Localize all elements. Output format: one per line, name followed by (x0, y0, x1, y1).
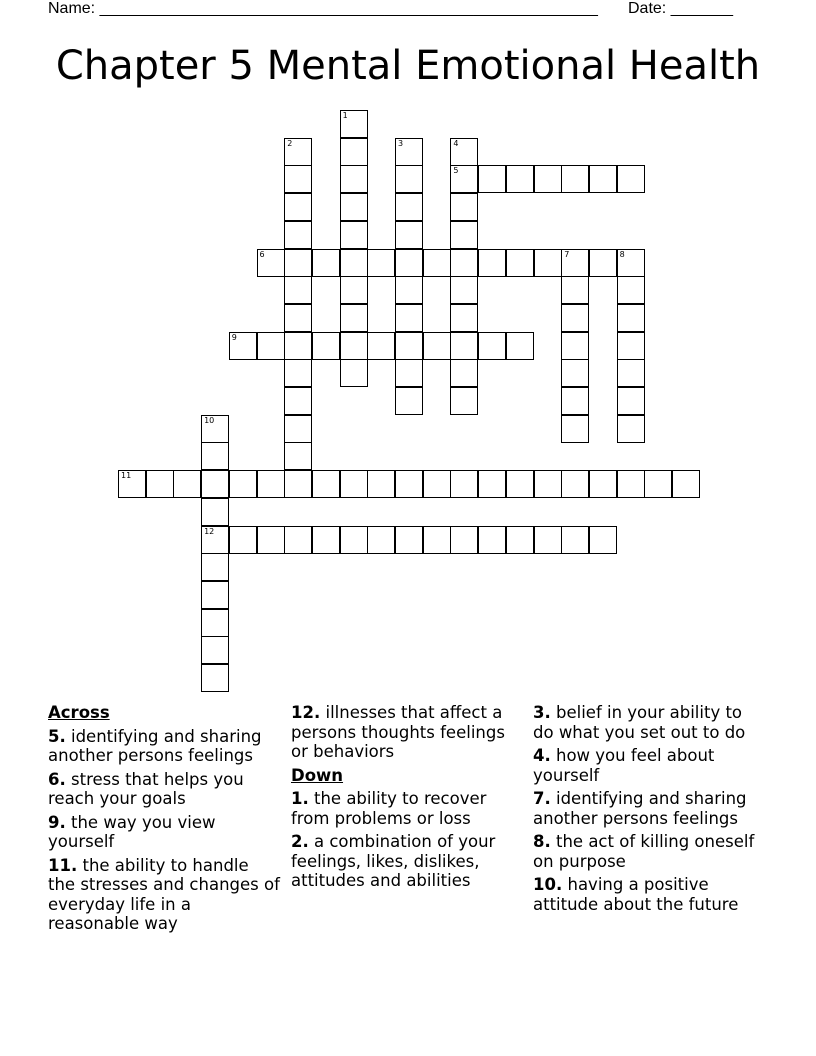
crossword-cell[interactable] (312, 249, 340, 277)
crossword-cell[interactable] (340, 332, 368, 360)
cell-number: 9 (231, 332, 237, 342)
crossword-cell[interactable] (589, 470, 617, 498)
clue-down-3: 3. belief in your ability to do what you set out to do (533, 703, 746, 742)
name-label: Name: (48, 0, 96, 17)
crossword-cell[interactable] (617, 359, 645, 387)
cell-number: 2 (287, 138, 293, 148)
crossword-cell[interactable] (173, 470, 201, 498)
crossword-cell[interactable] (506, 165, 534, 193)
crossword-cell[interactable] (395, 221, 423, 249)
crossword-cell[interactable] (423, 332, 451, 360)
crossword-cell[interactable] (395, 359, 423, 387)
clue-across-12: 12. illnesses that affect a persons thoughts feelings or behaviors (291, 703, 505, 761)
clue-column-1 (48, 703, 280, 938)
crossword-cell[interactable] (340, 526, 368, 554)
crossword-cell[interactable] (478, 249, 506, 277)
crossword-cell[interactable] (506, 332, 534, 360)
crossword-cell[interactable] (118, 470, 146, 498)
crossword-cell[interactable] (367, 249, 395, 277)
crossword-cell[interactable] (284, 276, 312, 304)
crossword-cell[interactable] (561, 387, 589, 415)
crossword-cell[interactable] (561, 415, 589, 443)
crossword-cell[interactable] (561, 165, 589, 193)
crossword-cell[interactable] (257, 249, 285, 277)
crossword-cell[interactable] (561, 304, 589, 332)
crossword-cell[interactable] (561, 359, 589, 387)
crossword-cell[interactable] (201, 581, 229, 609)
crossword-cell[interactable] (450, 276, 478, 304)
crossword-cell[interactable] (561, 526, 589, 554)
crossword-cell[interactable] (340, 165, 368, 193)
crossword-cell[interactable] (340, 359, 368, 387)
crossword-cell[interactable] (534, 526, 562, 554)
clue-down-1: 1. the ability to recover from problems or loss (291, 789, 487, 828)
cell-number: 11 (121, 471, 132, 481)
cell-number: 10 (204, 415, 215, 425)
crossword-cell[interactable] (284, 442, 312, 470)
crossword-cell[interactable] (312, 332, 340, 360)
date-label: Date: (628, 0, 667, 17)
crossword-cell[interactable] (478, 470, 506, 498)
clue-column-2 (291, 703, 523, 895)
cell-number: 8 (619, 249, 625, 259)
crossword-cell[interactable] (284, 138, 312, 166)
crossword-cell[interactable] (450, 304, 478, 332)
crossword-cell[interactable] (312, 470, 340, 498)
crossword-cell[interactable] (506, 526, 534, 554)
crossword-cell[interactable] (229, 332, 257, 360)
cell-number: 5 (453, 166, 459, 176)
crossword-cell[interactable] (367, 470, 395, 498)
crossword-cell[interactable] (201, 526, 229, 554)
across-heading: Across (48, 703, 110, 722)
crossword-cell[interactable] (201, 553, 229, 581)
crossword-cell[interactable] (201, 442, 229, 470)
crossword-cell[interactable] (201, 415, 229, 443)
clue-down-2: 2. a combination of your feelings, likes, dislikes, attitudes and abilities (291, 832, 496, 890)
crossword-cell[interactable] (395, 276, 423, 304)
crossword-cell[interactable] (340, 276, 368, 304)
crossword-cell[interactable] (395, 249, 423, 277)
clue-down-8: 8. the act of killing oneself on purpose (533, 832, 755, 871)
crossword-cell[interactable] (395, 193, 423, 221)
crossword-cell[interactable] (589, 249, 617, 277)
crossword-cell[interactable] (395, 526, 423, 554)
crossword-cell[interactable] (284, 359, 312, 387)
crossword-cell[interactable] (257, 332, 285, 360)
crossword-cell[interactable] (340, 304, 368, 332)
crossword-cell[interactable] (284, 526, 312, 554)
crossword-cell[interactable] (450, 470, 478, 498)
name-blank[interactable]: ________________________________________________________ (99, 0, 598, 17)
crossword-cell[interactable] (284, 415, 312, 443)
cell-number: 6 (259, 249, 265, 259)
crossword-cell[interactable] (146, 470, 174, 498)
crossword-cell[interactable] (229, 470, 257, 498)
crossword-cell[interactable] (395, 332, 423, 360)
cell-number: 7 (564, 249, 570, 259)
crossword-cell[interactable] (395, 470, 423, 498)
crossword-cell[interactable] (284, 470, 312, 498)
crossword-cell[interactable] (506, 470, 534, 498)
crossword-cell[interactable] (340, 249, 368, 277)
cell-number: 1 (342, 111, 348, 120)
cell-number: 4 (453, 138, 459, 148)
crossword-cell[interactable] (450, 332, 478, 360)
clue-down-4: 4. how you feel about yourself (533, 746, 715, 785)
crossword-cell[interactable] (589, 165, 617, 193)
crossword-cell[interactable] (257, 526, 285, 554)
crossword-cell[interactable] (672, 470, 700, 498)
date-blank[interactable]: _______ (670, 0, 733, 17)
crossword-cell[interactable] (229, 526, 257, 554)
crossword-cell[interactable] (450, 359, 478, 387)
crossword-cell[interactable] (478, 526, 506, 554)
cell-number: 12 (204, 526, 215, 536)
crossword-cell[interactable] (617, 332, 645, 360)
clue-column-3 (533, 703, 765, 918)
crossword-cell[interactable] (450, 249, 478, 277)
crossword-cell[interactable] (395, 304, 423, 332)
crossword-cell[interactable] (534, 249, 562, 277)
crossword-cell[interactable] (423, 526, 451, 554)
crossword-cell[interactable] (340, 193, 368, 221)
crossword-cell[interactable] (340, 110, 368, 138)
crossword-cell[interactable] (201, 498, 229, 526)
crossword-cell[interactable] (617, 249, 645, 277)
crossword-cell[interactable] (312, 526, 340, 554)
crossword-cell[interactable] (257, 470, 285, 498)
crossword-cell[interactable] (450, 193, 478, 221)
crossword-cell[interactable] (284, 249, 312, 277)
crossword-cell[interactable] (617, 276, 645, 304)
crossword-cell[interactable] (506, 249, 534, 277)
crossword-cell[interactable] (561, 276, 589, 304)
down-heading: Down (291, 765, 344, 785)
crossword-cell[interactable] (367, 526, 395, 554)
crossword-cell[interactable] (534, 165, 562, 193)
crossword-cell[interactable] (284, 332, 312, 360)
crossword-cell[interactable] (201, 470, 229, 498)
clue-across-11: 11. the ability to handle the stresses and changes of everyday life in a reasonable way (48, 855, 280, 933)
crossword-cell[interactable] (450, 526, 478, 554)
crossword-cell[interactable] (284, 221, 312, 249)
crossword-cell[interactable] (450, 138, 478, 166)
crossword-cell[interactable] (617, 304, 645, 332)
crossword-cell[interactable] (395, 165, 423, 193)
crossword-cell[interactable] (617, 415, 645, 443)
clue-down-10: 10. having a positive attitude about the future (533, 875, 739, 914)
crossword-cell[interactable] (450, 221, 478, 249)
crossword-cell[interactable] (617, 387, 645, 415)
crossword-cell[interactable] (340, 138, 368, 166)
crossword-cell[interactable] (423, 470, 451, 498)
crossword-cell[interactable] (340, 470, 368, 498)
crossword-cell[interactable] (284, 387, 312, 415)
clue-down-7: 7. identifying and sharing another persons feelings (533, 789, 747, 828)
crossword-cell[interactable] (644, 470, 672, 498)
clue-across-9: 9. the way you view yourself (48, 812, 216, 851)
crossword-cell[interactable] (284, 165, 312, 193)
crossword-cell[interactable] (534, 470, 562, 498)
clue-across-5: 5. identifying and sharing another persons feelings (48, 726, 262, 765)
crossword-cell[interactable] (589, 526, 617, 554)
crossword-cell[interactable] (340, 221, 368, 249)
crossword-cell[interactable] (423, 249, 451, 277)
crossword-cell[interactable] (561, 332, 589, 360)
crossword-cell[interactable] (617, 470, 645, 498)
crossword-cell[interactable] (284, 193, 312, 221)
crossword-cell[interactable] (367, 332, 395, 360)
crossword-cell[interactable] (201, 664, 229, 692)
crossword-cell[interactable] (284, 304, 312, 332)
crossword-cell[interactable] (201, 609, 229, 637)
clue-across-6: 6. stress that helps you reach your goals (48, 769, 244, 808)
crossword-cell[interactable] (201, 636, 229, 664)
crossword-cell[interactable] (561, 470, 589, 498)
crossword-cell[interactable] (450, 165, 478, 193)
crossword-cell[interactable] (617, 165, 645, 193)
crossword-cell[interactable] (478, 332, 506, 360)
crossword-cell[interactable] (561, 249, 589, 277)
crossword-cell[interactable] (450, 387, 478, 415)
crossword-cell[interactable] (395, 387, 423, 415)
cell-number: 3 (398, 138, 404, 148)
crossword-cell[interactable] (395, 138, 423, 166)
crossword-cell[interactable] (478, 165, 506, 193)
page-title: Chapter 5 Mental Emotional Health (55, 43, 761, 89)
